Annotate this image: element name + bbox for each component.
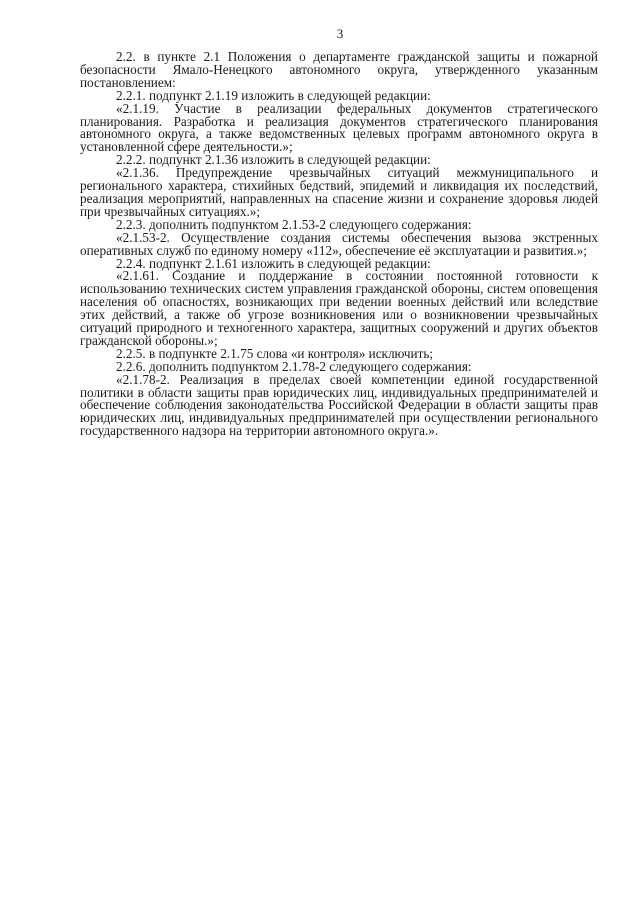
document-body bbox=[80, 51, 598, 438]
paragraph-2-2-2: 2.2.2. подпункт 2.1.36 изложить в следующей редакции: bbox=[116, 152, 431, 168]
page-number: 3 bbox=[336, 26, 344, 41]
paragraph-2-2: 2.2. в пункте 2.1 Положения о департаменте гражданской защиты и пожарной безопасности Ямало-Ненецкого автономного округа, утвержденного указанным постановлением: bbox=[80, 49, 598, 90]
paragraph-2-2-6: 2.2.6. дополнить подпунктом 2.1.78-2 следующего содержания: bbox=[116, 358, 472, 374]
paragraph-2-2-5: 2.2.5. в подпункте 2.1.75 слова «и контроля» исключить; bbox=[116, 345, 434, 361]
quote-2-1-36: «2.1.36. Предупреждение чрезвычайных ситуаций межмуниципального и регионального характера, стихийных бедствий, эпидемий и ликвидация их последствий, реализация мероприятий, направленных на спасение жизни и сохранение здоровья людей при чрезвычайных ситуациях.»; bbox=[80, 165, 598, 219]
quote-2-1-19: «2.1.19. Участие в реализации федеральных документов стратегического планирования. Разработка и реализация документов стратегического планирования автономного округа, а также ведомственных целевых программ автономного округа в установленной сфере деятельности.»; bbox=[80, 100, 598, 155]
paragraph-2-2-3: 2.2.3. дополнить подпунктом 2.1.53-2 следующего содержания: bbox=[116, 216, 472, 232]
quote-2-1-53-2: «2.1.53-2. Осуществление создания системы обеспечения вызова экстренных оперативных служб по единому номеру «112», обеспечение её эксплуатации и развития.»; bbox=[80, 229, 598, 258]
paragraph-2-2-4: 2.2.4. подпункт 2.1.61 изложить в следующей редакции: bbox=[116, 255, 431, 271]
paragraph-2-2-1: 2.2.1. подпункт 2.1.19 изложить в следующей редакции: bbox=[116, 87, 431, 103]
quote-2-1-78-2: «2.1.78-2. Реализация в пределах своей компетенции единой государственной политики в области защиты прав юридических лиц, индивидуальных предпринимателей и обеспечение соблюдения законодательства Российской Федерации в области защиты прав юридических лиц, индивидуальных предпринимателей при осуществлении регионального государственного надзора на территории автономного округа.». bbox=[80, 371, 598, 439]
quote-2-1-61: «2.1.61. Создание и поддержание в состоянии постоянной готовности к использованию технических систем управления гражданской обороны, систем оповещения населения об опасностях, возникающих при ведении военных действий или вследствие этих действий, а также об угрозе возникновения или о возникновении чрезвычайных ситуаций природного и техногенного характера, защитных сооружений и других объектов гражданской обороны.»; bbox=[80, 268, 598, 348]
